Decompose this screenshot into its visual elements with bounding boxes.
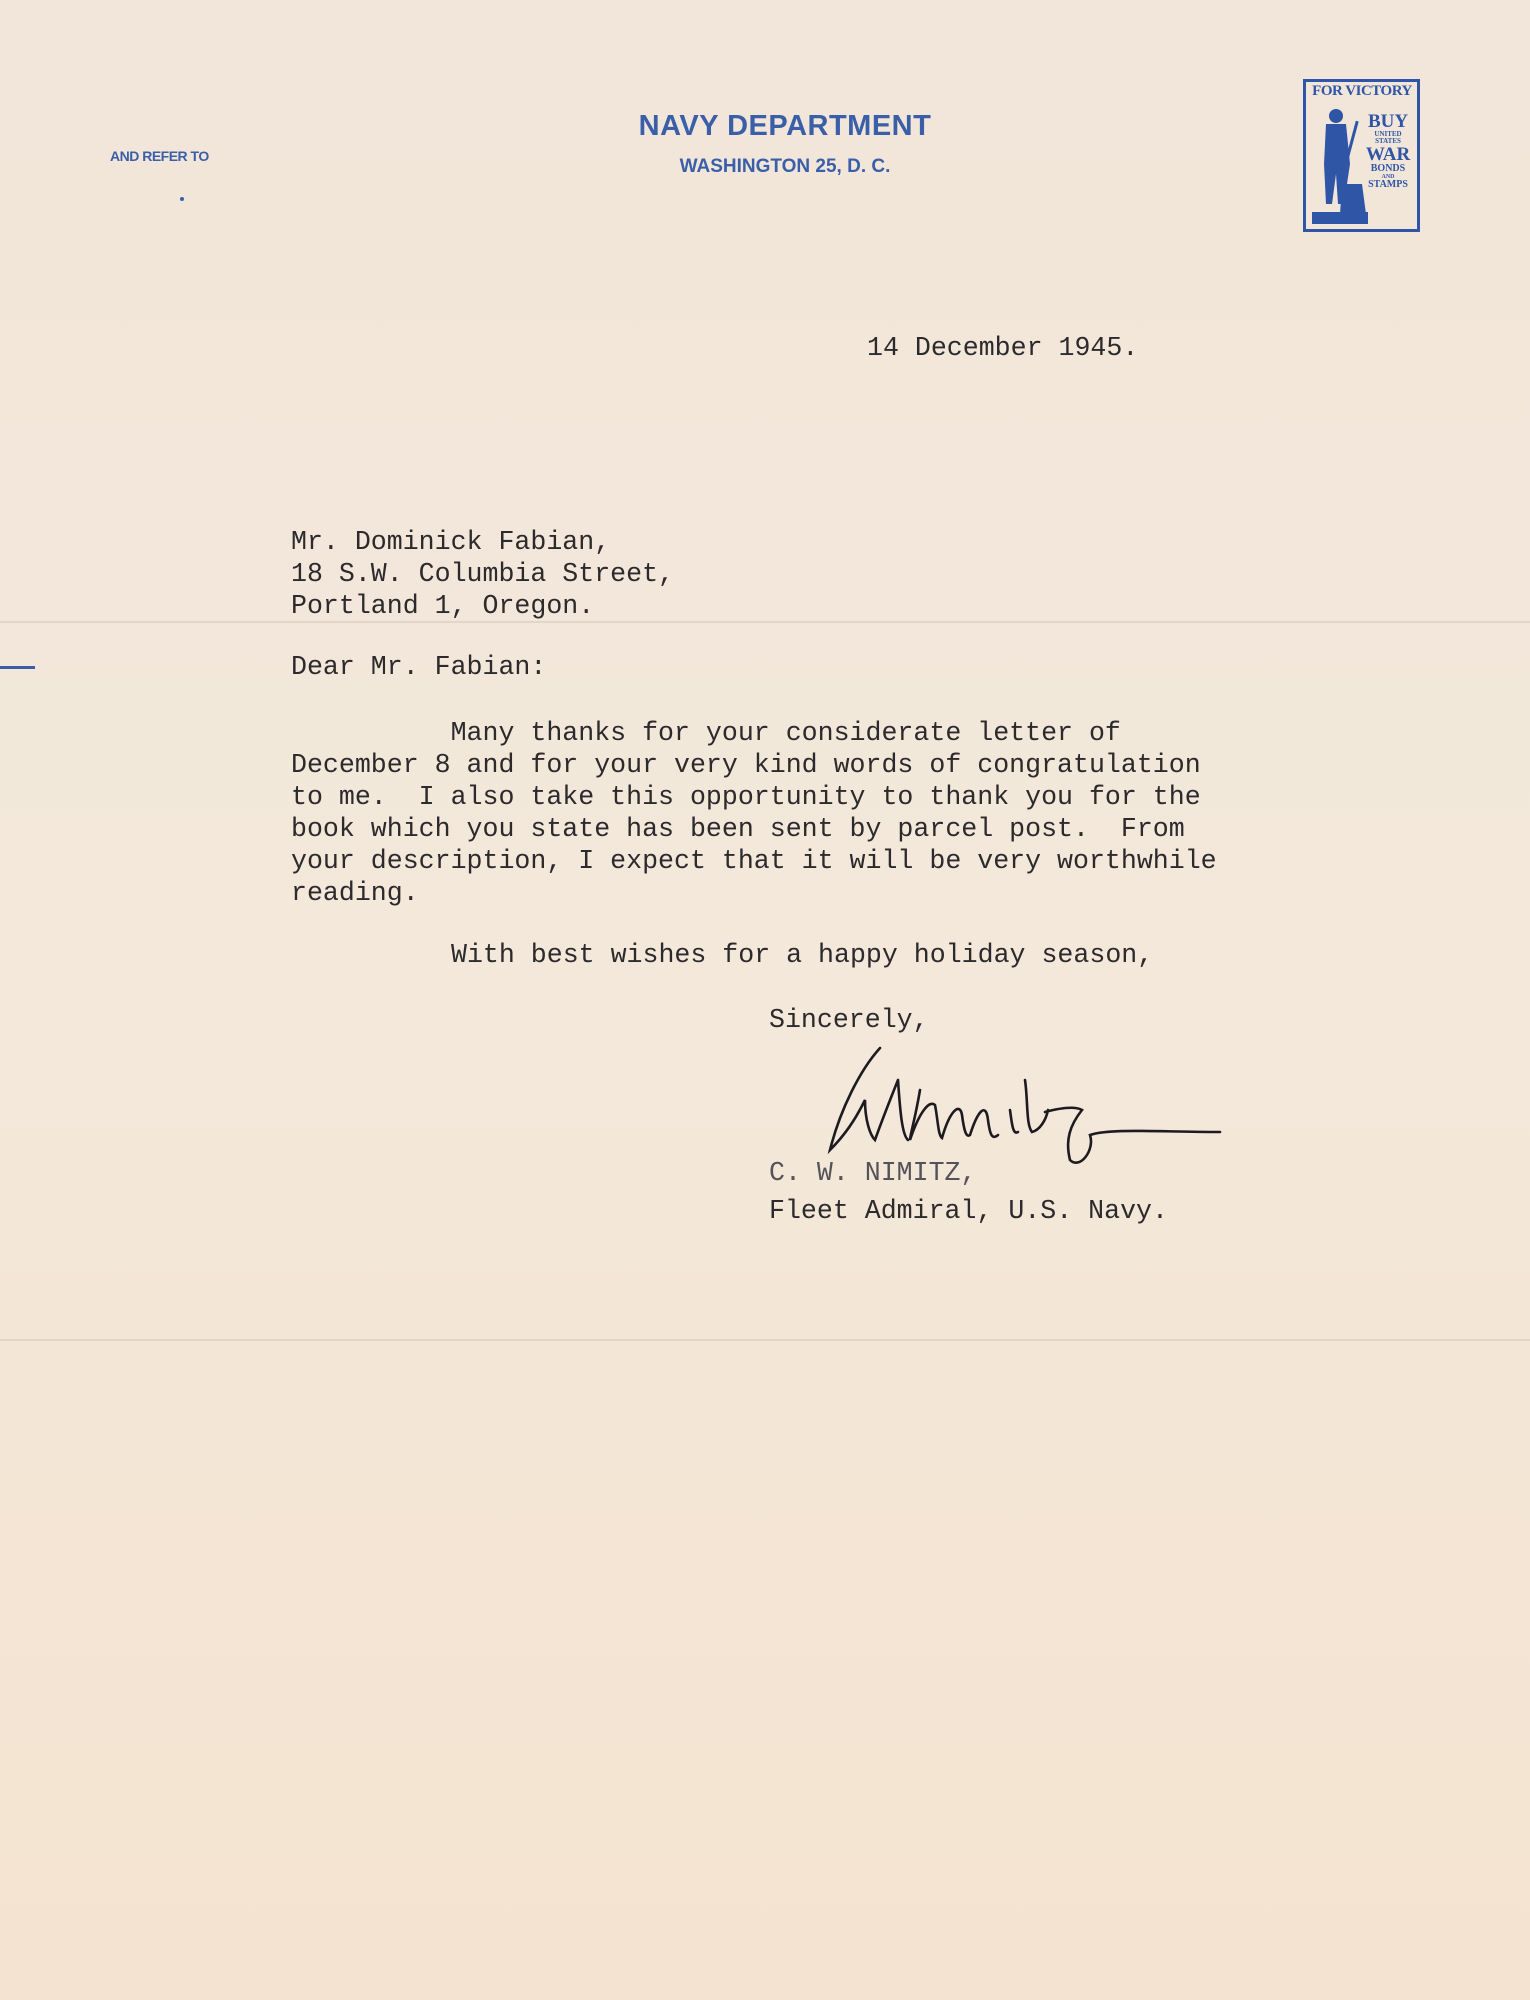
stamp-buy: BUY <box>1367 111 1409 132</box>
signer-name: C. W. NIMITZ, <box>769 1158 977 1188</box>
signature <box>820 1040 1260 1175</box>
closing-wish: With best wishes for a happy holiday season, <box>451 940 1154 970</box>
stamp-states: STATES <box>1375 137 1401 145</box>
dot-mark <box>180 197 184 201</box>
signer-title: Fleet Admiral, U.S. Navy. <box>769 1196 1168 1226</box>
fold-line <box>0 1339 1530 1341</box>
stamp-war: WAR <box>1365 144 1411 165</box>
stamp-stamps: STAMPS <box>1368 179 1408 190</box>
body-line: December 8 and for your very kind words of congratulation <box>291 750 1201 780</box>
fold-line <box>0 621 1530 623</box>
body-line: reading. <box>291 878 419 908</box>
body-line: to me. I also take this opportunity to thank you for the <box>291 782 1201 812</box>
stamp-united: UNITED <box>1374 130 1402 138</box>
stamp-and: AND <box>1381 174 1395 180</box>
recipient-line: Mr. Dominick Fabian, <box>291 527 611 557</box>
recipient-line: 18 S.W. Columbia Street, <box>291 559 675 589</box>
recipient-line: Portland 1, Oregon. <box>291 591 595 621</box>
letter-date: 14 December 1945. <box>867 333 1139 363</box>
minuteman-icon <box>1312 104 1368 224</box>
stamp-bonds: BONDS <box>1370 163 1406 174</box>
body-line: book which you state has been sent by parcel post. From <box>291 814 1185 844</box>
stamp-top-text: FOR VICTORY <box>1312 83 1412 99</box>
body-line: Many thanks for your considerate letter of <box>291 718 1121 748</box>
war-bonds-stamp <box>1303 79 1420 232</box>
body-line: your description, I expect that it will be very worthwhile <box>291 846 1217 876</box>
salutation: Dear Mr. Fabian: <box>291 652 547 682</box>
letterhead-title: NAVY DEPARTMENT <box>638 110 932 142</box>
margin-mark <box>0 666 35 669</box>
refer-label: AND REFER TO <box>110 148 209 164</box>
letterhead-address: WASHINGTON 25, D. C. <box>679 156 891 177</box>
closing: Sincerely, <box>769 1005 929 1035</box>
